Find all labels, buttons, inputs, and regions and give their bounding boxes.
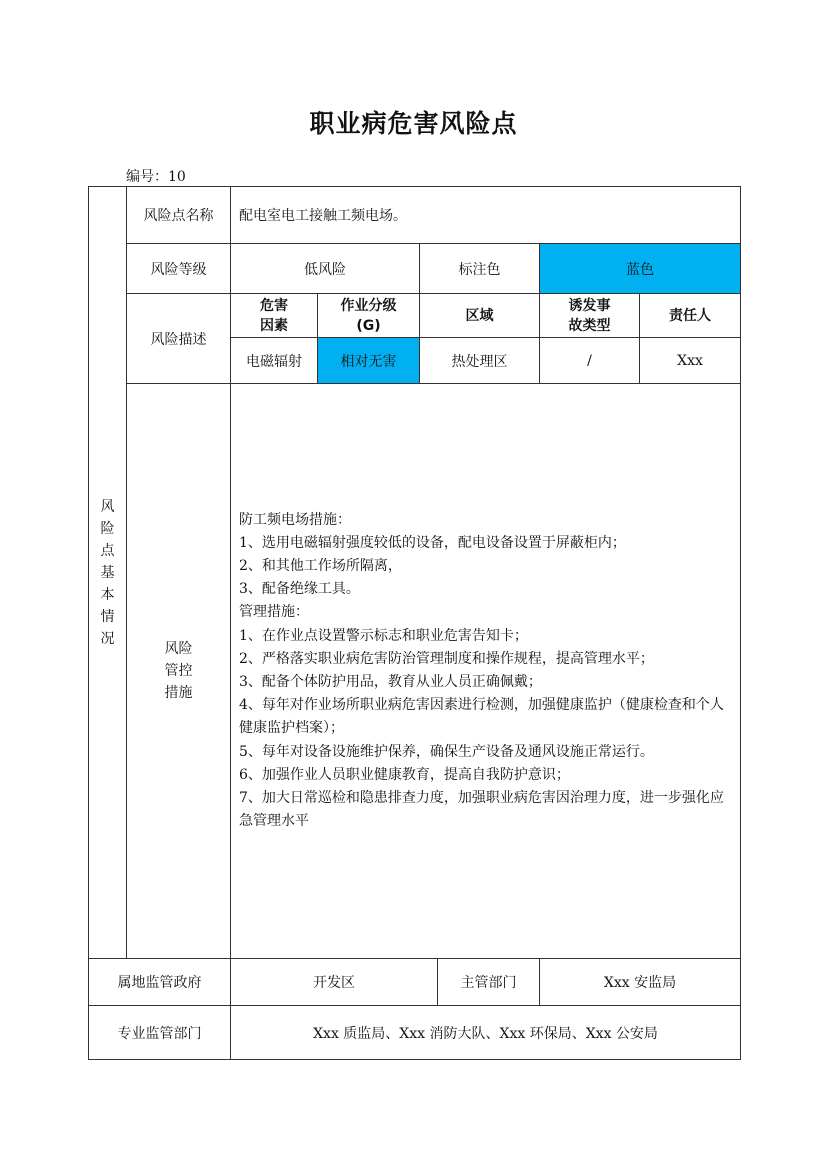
measure-line: 7、加大日常巡检和隐患排查力度，加强职业病危害因治理力度，进一步强化应急管理水平: [239, 790, 724, 830]
document-number-value: 10: [168, 169, 186, 185]
measure-line: 2、和其他工作场所隔离，: [239, 557, 402, 574]
document-number: [126, 166, 186, 186]
page-title: 职业病危害风险点: [309, 109, 518, 138]
jurisdiction-label: 属地监管政府: [89, 959, 231, 1006]
area-header: 区域: [420, 294, 540, 338]
measure-line: 6、加强作业人员职业健康教育，提高自我防护意识；: [239, 766, 570, 783]
accident-type-header-line2: 故类型: [568, 317, 611, 334]
measure-line: 3、配备绝缘工具。: [239, 581, 360, 598]
measure-line: 防工频电场措施：: [239, 511, 351, 528]
responsible-header: 责任人: [640, 294, 741, 338]
risk-level-value: 低风险: [231, 244, 420, 294]
hazard-factor-header-line1: 危害: [260, 297, 288, 314]
basic-info-char: 况: [100, 630, 115, 647]
accident-type-value: /: [540, 338, 640, 384]
area-value: 热处理区: [420, 338, 540, 384]
dept-value: Xxx 安监局: [540, 959, 741, 1006]
measure-line: 1、选用电磁辐射强度较低的设备，配电设备设置于屏蔽柜内；: [239, 534, 626, 551]
accident-type-header: [540, 294, 640, 338]
control-measures-label-line1: 风险: [164, 641, 193, 657]
dept-label: 主管部门: [438, 959, 540, 1006]
basic-info-char: 基: [100, 564, 115, 581]
measure-line: 1、在作业点设置警示标志和职业危害告知卡；: [239, 627, 528, 644]
risk-level-label: 风险等级: [127, 244, 231, 294]
control-measures-label: [127, 384, 231, 959]
measure-line: 管理措施：: [239, 604, 309, 621]
basic-info-char: 本: [100, 586, 115, 603]
accident-type-header-line1: 诱发事: [568, 297, 611, 314]
jurisdiction-value: 开发区: [231, 959, 438, 1006]
marker-color-label: 标注色: [420, 244, 540, 294]
basic-info-char: 险: [100, 520, 115, 537]
work-grade-header-line1: 作业分级: [340, 297, 397, 314]
hazard-factor-header-line2: 因素: [260, 317, 288, 334]
measure-line: 5、每年对设备设施维护保养，确保生产设备及通风设施正常运行。: [239, 743, 654, 760]
risk-name-label: 风险点名称: [127, 187, 231, 244]
hazard-factor-value: 电磁辐射: [231, 338, 318, 384]
measure-line: 4、每年对作业场所职业病危害因素进行检测，加强健康监护（健康检查和个人健康监护档案）；: [239, 697, 724, 737]
marker-color-value: 蓝色: [540, 244, 741, 294]
work-grade-value: 相对无害: [318, 338, 420, 384]
basic-info-char: 点: [100, 542, 115, 559]
measure-line: 3、配备个体防护用品，教育从业人员正确佩戴；: [239, 674, 542, 690]
basic-info-char: 情: [100, 608, 115, 625]
risk-point-table: [88, 186, 741, 1060]
control-measures-label-line2: 管控: [164, 663, 193, 679]
control-measures-content: [231, 384, 741, 959]
risk-name-value: 配电室电工接触工频电场。: [231, 187, 741, 244]
professional-value: Xxx 质监局、Xxx 消防大队、Xxx 环保局、Xxx 公安局: [231, 1006, 741, 1060]
work-grade-header: [318, 294, 420, 338]
document-number-label: 编号：: [126, 169, 168, 185]
control-measures-label-line3: 措施: [164, 685, 193, 701]
basic-info-label: [89, 187, 127, 959]
work-grade-header-line2: (G): [356, 317, 381, 334]
professional-label: 专业监管部门: [89, 1006, 231, 1060]
measure-line: 2、严格落实职业病危害防治管理制度和操作规程，提高管理水平；: [239, 650, 654, 667]
risk-desc-label: 风险描述: [127, 294, 231, 384]
hazard-factor-header: [231, 294, 318, 338]
basic-info-char: 风: [100, 498, 115, 515]
responsible-value: Xxx: [640, 338, 741, 384]
